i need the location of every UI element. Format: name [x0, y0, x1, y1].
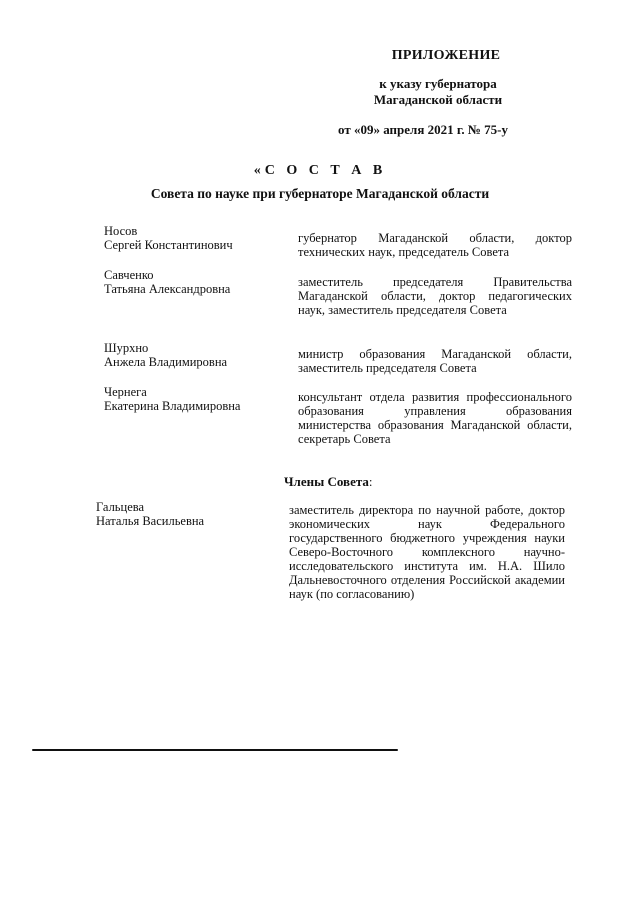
person-name	[104, 268, 284, 296]
members-heading	[284, 474, 373, 490]
person-name	[104, 341, 284, 369]
person-name	[104, 385, 284, 413]
person-given-name: Сергей Константинович	[104, 238, 233, 252]
person-given-name: Татьяна Александровна	[104, 282, 231, 296]
person-name	[104, 224, 284, 252]
person-surname: Шурхно	[104, 341, 149, 355]
document-title: «С О С Т А В	[253, 163, 387, 178]
person-given-name: Наталья Васильевна	[96, 514, 205, 528]
footer-divider	[32, 749, 398, 751]
person-role: министр образования Магаданской области, заместитель председателя Совета	[298, 347, 572, 375]
person-surname: Носов	[104, 224, 138, 238]
person-surname: Гальцева	[96, 500, 145, 514]
members-heading-label: Члены Совета	[284, 474, 369, 489]
members-heading-colon: :	[368, 474, 373, 489]
person-role: заместитель председателя Правительства Магаданской области, доктор педагогических наук, заместитель председателя Совета	[298, 275, 572, 317]
person-name	[96, 500, 276, 528]
appendix-line-1: к указу губернатора	[379, 76, 497, 91]
person-given-name: Екатерина Владимировна	[104, 399, 241, 413]
person-surname: Чернега	[104, 385, 147, 399]
appendix-header	[338, 48, 523, 138]
person-role: консультант отдела развития профессионального образования управления образования министерства образования Магаданской области, секретарь Совета	[298, 390, 572, 446]
person-role: губернатор Магаданской области, доктор технических наук, председатель Совета	[298, 231, 572, 259]
appendix-date: от «09» апреля 2021 г. № 75-у	[338, 122, 508, 137]
person-role: заместитель директора по научной работе, доктор экономических наук Федерального государственного бюджетного учреждения науки Северо-Восточного комплексного научно-исследовательского института им. Н.А. Шило Дальневосточного отделения Российской академии наук (по согласованию)	[289, 503, 565, 601]
document-subtitle: Совета по науке при губернаторе Магаданской области	[150, 186, 490, 201]
appendix-line-2: Магаданской области	[373, 92, 503, 107]
person-surname: Савченко	[104, 268, 154, 282]
appendix-title: ПРИЛОЖЕНИЕ	[391, 48, 501, 63]
person-given-name: Анжела Владимировна	[104, 355, 228, 369]
